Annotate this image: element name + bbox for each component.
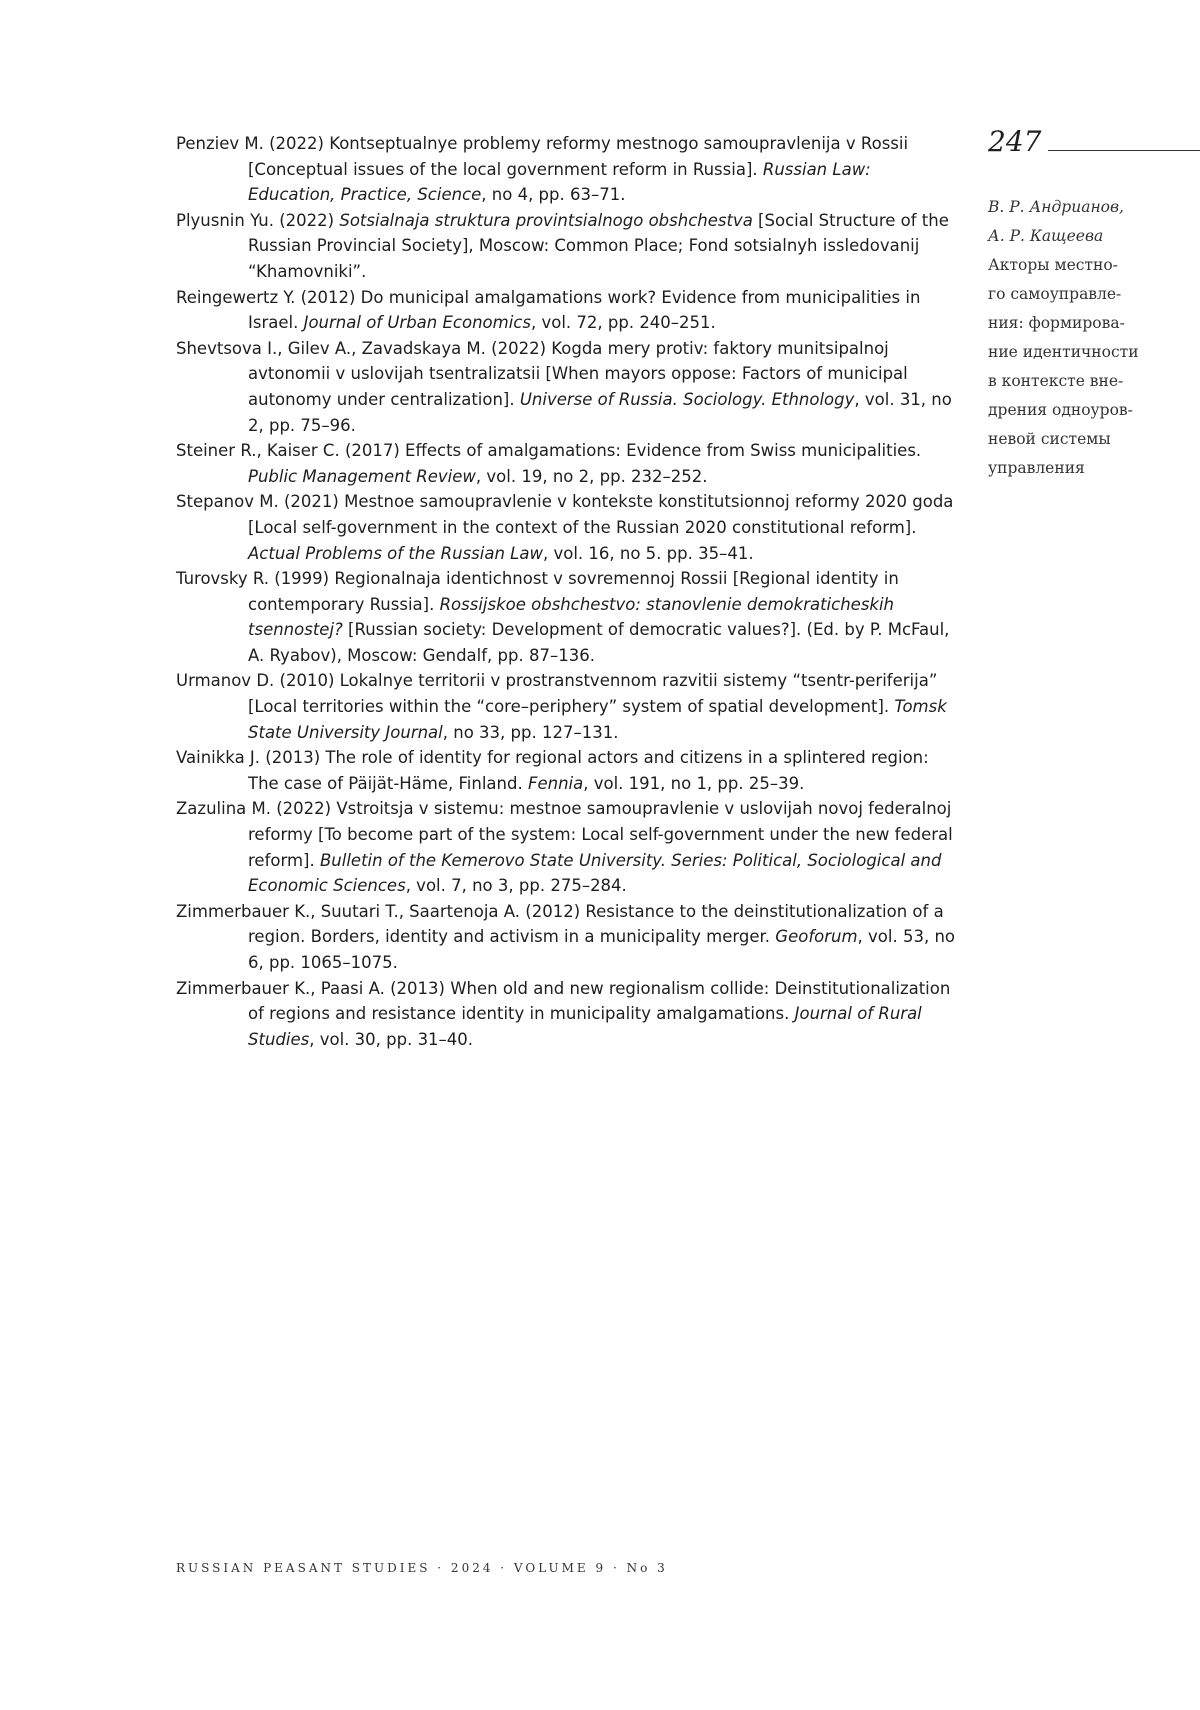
reference-text: Steiner R., Kaiser C. (2017) Effects of amalgamations: Evidence from Swiss municipalities. — [176, 441, 921, 460]
sidebar-title-line: дрения одноуров- — [988, 396, 1168, 425]
sidebar-title-line: ние идентичности — [988, 338, 1168, 367]
reference-text: Reingewertz Y. (2012) Do municipal amalgamations work? Evidence from municipalities in Israel. — [176, 288, 920, 333]
reference-text: , no 4, pp. 63–71. — [481, 185, 625, 204]
reference-text: , vol. 53, no 6, pp. 1065–1075. — [248, 927, 955, 972]
reference-source-title: Journal of Rural Studies — [248, 1004, 922, 1049]
sidebar-author: А. Р. Кащеева — [988, 222, 1168, 251]
sidebar-title-line: Акторы местно- — [988, 251, 1168, 280]
reference-text: Plyusnin Yu. (2022) — [176, 211, 339, 230]
reference-text: Penziev M. (2022) Kontseptualnye problemy reformy mestnogo samoupravlenija v Rossii [Conceptual issues of the local government reform in Russia]. — [176, 134, 908, 179]
reference-text: , vol. 31, no 2, pp. 75–96. — [248, 390, 952, 435]
reference-source-title: Sotsialnaja struktura provintsialnogo obshchestva — [339, 211, 752, 230]
reference-entry — [176, 899, 956, 976]
reference-text: , vol. 16, no 5. pp. 35–41. — [543, 544, 754, 563]
reference-entry — [176, 976, 956, 1053]
reference-source-title: Actual Problems of the Russian Law — [248, 544, 543, 563]
reference-text: Zimmerbauer K., Paasi A. (2013) When old and new regionalism collide: Deinstitutionalization of regions and resistance identity in municipality amalgamations. — [176, 979, 950, 1024]
reference-entry — [176, 131, 956, 208]
reference-entry — [176, 745, 956, 796]
reference-text: , vol. 19, no 2, pp. 232–252. — [476, 467, 708, 486]
reference-text: Urmanov D. (2010) Lokalnye territorii v prostranstvennom razvitii sistemy “tsentr-periferija” [Local territories within the “core–periphery” system of spatial development]. — [176, 671, 937, 716]
reference-text: Zazulina M. (2022) Vstroitsja v sistemu: mestnoe samoupravlenie v uslovijah novoj federalnoj reformy [To become part of the system: Local self-government under the new federal reform]. — [176, 799, 953, 869]
reference-entry — [176, 489, 956, 566]
reference-source-title: Bulletin of the Kemerovo State University. Series: Political, Sociological and Economic Sciences — [248, 851, 941, 896]
page-number: 247 — [988, 126, 1041, 158]
sidebar-title-line: невой системы — [988, 425, 1168, 454]
reference-text: , no 33, pp. 127–131. — [443, 723, 619, 742]
sidebar-article-title — [988, 251, 1168, 483]
reference-entry — [176, 668, 956, 745]
reference-text: Shevtsova I., Gilev A., Zavadskaya M. (2022) Kogda mery protiv: faktory munitsipalnoj avtonomii v uslovijah tsentralizatsii [When mayors oppose: Factors of municipal autonomy under centralization]. — [176, 339, 908, 409]
reference-entry — [176, 208, 956, 285]
reference-source-title: Fennia — [528, 774, 583, 793]
reference-entry — [176, 796, 956, 898]
sidebar-authors — [988, 193, 1168, 251]
reference-source-title: Rossijskoe obshchestvo: stanovlenie demokraticheskih tsennostej? — [248, 595, 894, 640]
reference-text: [Russian society: Development of democratic values?]. (Ed. by P. McFaul, A. Ryabov), Moscow: Gendalf, pp. 87–136. — [248, 620, 949, 665]
sidebar-title-line: управления — [988, 454, 1168, 483]
journal-footer: RUSSIAN PEASANT STUDIES · 2024 · VOLUME 9 · No 3 — [176, 1561, 668, 1575]
reference-source-title: Russian Law: Education, Practice, Science — [248, 160, 871, 205]
reference-text: Turovsky R. (1999) Regionalnaja identichnost v sovremennoj Rossii [Regional identity in contemporary Russia]. — [176, 569, 899, 614]
reference-text: [Social Structure of the Russian Provincial Society], Moscow: Common Place; Fond sotsialnyh issledovanij “Khamovniki”. — [248, 211, 949, 281]
reference-source-title: Tomsk State University Journal — [248, 697, 947, 742]
reference-source-title: Public Management Review — [248, 467, 476, 486]
page-number-rule — [1048, 150, 1200, 151]
article-sidebar — [988, 193, 1168, 483]
reference-entry — [176, 285, 956, 336]
reference-text: , vol. 30, pp. 31–40. — [309, 1030, 473, 1049]
reference-source-title: Universe of Russia. Sociology. Ethnology — [520, 390, 855, 409]
reference-text: Stepanov M. (2021) Mestnoe samoupravlenie v kontekste konstitutsionnoj reformy 2020 goda [Local self-government in the context of the Russian 2020 constitutional reform]. — [176, 492, 953, 537]
reference-text: Vainikka J. (2013) The role of identity for regional actors and citizens in a splintered region: The case of Päijät-Häme, Finland. — [176, 748, 929, 793]
reference-entry — [176, 336, 956, 438]
reference-list — [176, 131, 956, 1052]
reference-text: Zimmerbauer K., Suutari T., Saartenoja A. (2012) Resistance to the deinstitutionalization of a region. Borders, identity and activism in a municipality merger. — [176, 902, 944, 947]
reference-entry — [176, 438, 956, 489]
sidebar-author: В. Р. Андрианов, — [988, 193, 1168, 222]
reference-text: , vol. 7, no 3, pp. 275–284. — [406, 876, 627, 895]
reference-entry — [176, 566, 956, 668]
reference-text: , vol. 72, pp. 240–251. — [531, 313, 716, 332]
sidebar-title-line: в контексте вне- — [988, 367, 1168, 396]
sidebar-title-line: ния: формирова- — [988, 309, 1168, 338]
reference-source-title: Journal of Urban Economics — [304, 313, 531, 332]
reference-source-title: Geoforum — [775, 927, 857, 946]
sidebar-title-line: го самоуправле- — [988, 280, 1168, 309]
reference-text: , vol. 191, no 1, pp. 25–39. — [583, 774, 804, 793]
